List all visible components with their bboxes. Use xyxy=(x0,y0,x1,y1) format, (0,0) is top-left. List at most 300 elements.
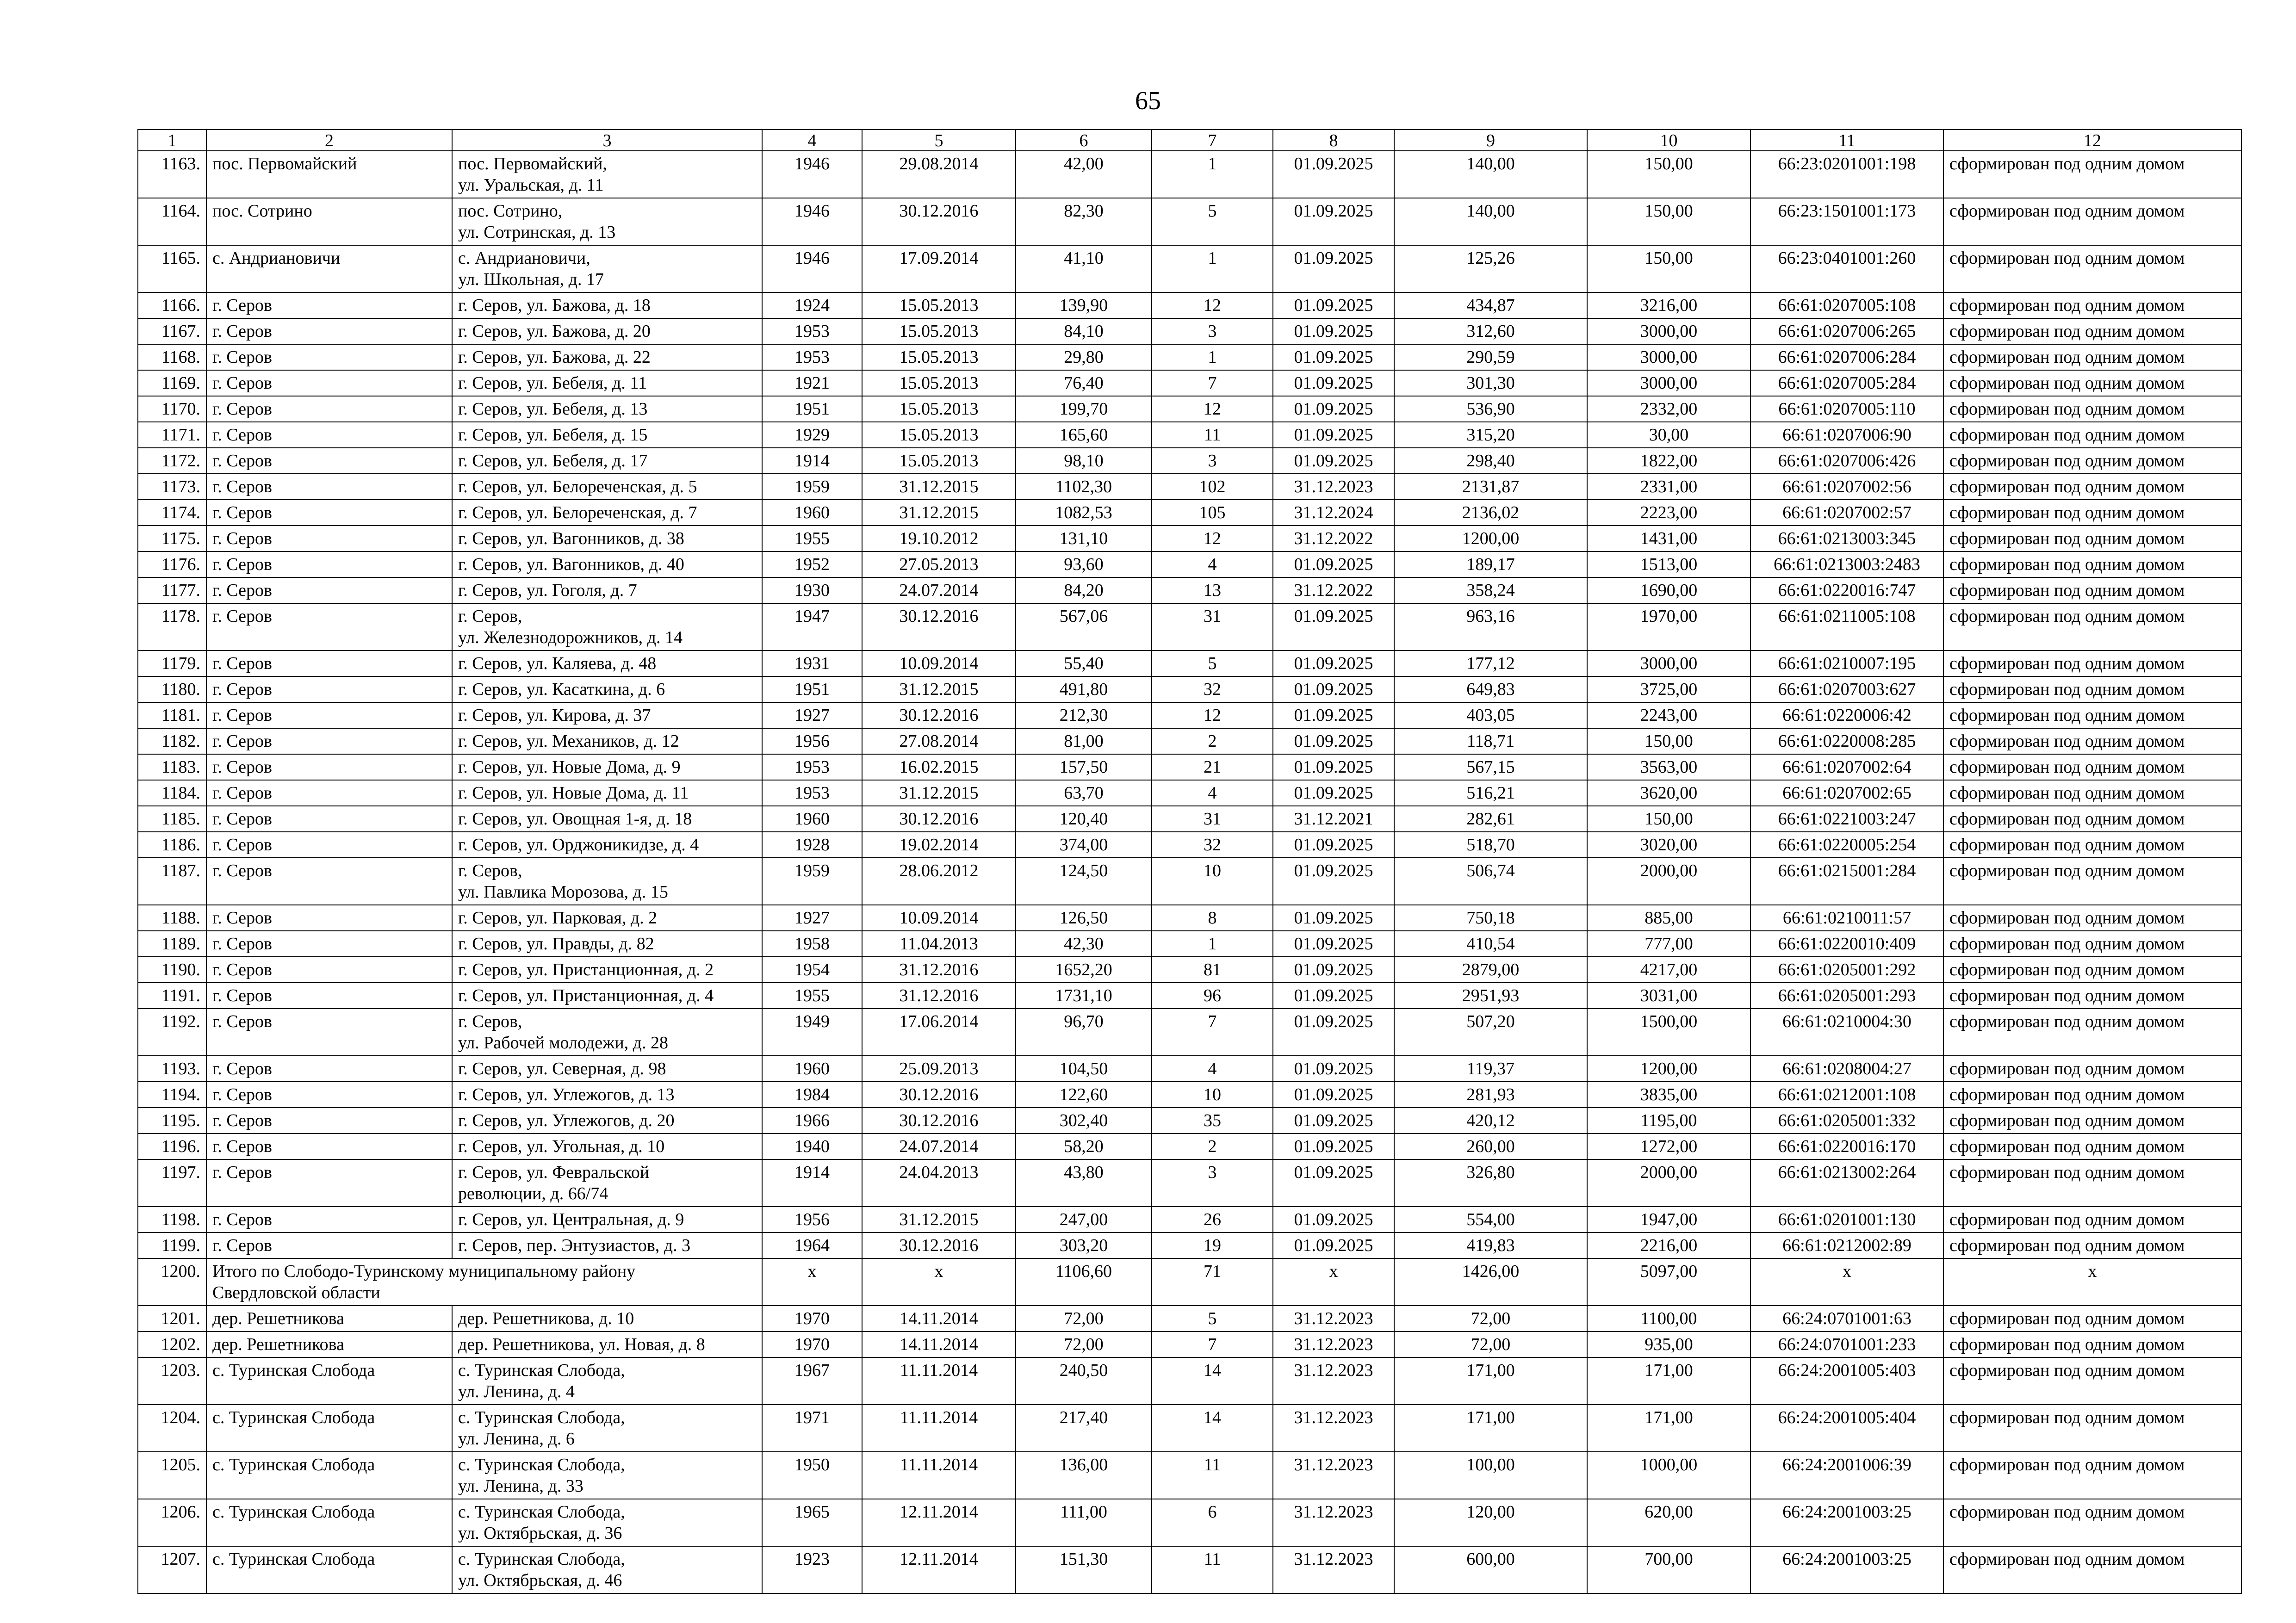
cell-value-a: 118,71 xyxy=(1394,728,1587,754)
cell-settlement: дер. Решетникова xyxy=(206,1332,452,1357)
cell-land-status: сформирован под одним домом xyxy=(1943,344,2241,370)
cell-deadline: 31.12.2023 xyxy=(1273,474,1394,500)
cell-survey-date: 30.12.2016 xyxy=(862,1082,1016,1108)
cell-area: 43,80 xyxy=(1016,1159,1152,1207)
cell-land-status: сформирован под одним домом xyxy=(1943,474,2241,500)
cell-area: 122,60 xyxy=(1016,1082,1152,1108)
cell-address: дер. Решетникова, ул. Новая, д. 8 xyxy=(452,1332,762,1357)
table-row xyxy=(138,983,2241,1009)
cell-settlement: с. Туринская Слобода xyxy=(206,1357,452,1405)
cell-settlement: г. Серов xyxy=(206,983,452,1009)
cell-area: 131,10 xyxy=(1016,526,1152,551)
cell-survey-date: 30.12.2016 xyxy=(862,1108,1016,1134)
cell-build-year: 1946 xyxy=(762,151,862,198)
cell-residents: 102 xyxy=(1152,474,1273,500)
cell-land-status: сформирован под одним домом xyxy=(1943,983,2241,1009)
cell-build-year: 1953 xyxy=(762,344,862,370)
cell-build-year: 1971 xyxy=(762,1405,862,1452)
cell-address: г. Серов, ул. Парковая, д. 2 xyxy=(452,905,762,931)
cell-residents: 1 xyxy=(1152,245,1273,292)
cell-value-b: 620,00 xyxy=(1587,1499,1750,1546)
cell-row-number: 1187. xyxy=(138,858,206,905)
cell-value-a: 567,15 xyxy=(1394,754,1587,780)
cell-value-a: 125,26 xyxy=(1394,245,1587,292)
cell-residents: 2 xyxy=(1152,728,1273,754)
cell-build-year: 1930 xyxy=(762,577,862,603)
cell-settlement: г. Серов xyxy=(206,344,452,370)
cell-residents: 31 xyxy=(1152,603,1273,650)
cell-value-a: 536,90 xyxy=(1394,396,1587,422)
cell-deadline: 01.09.2025 xyxy=(1273,422,1394,448)
cell-cadastral-number: 66:61:0213003:345 xyxy=(1750,526,1943,551)
cell-address: г. Серов, ул. Рабочей молодежи, д. 28 xyxy=(452,1009,762,1056)
cell-value-a: 301,30 xyxy=(1394,370,1587,396)
housing-registry-table xyxy=(137,129,2242,1594)
table-row xyxy=(138,151,2241,198)
cell-value-b: 150,00 xyxy=(1587,245,1750,292)
cell-value-a: 1426,00 xyxy=(1394,1258,1587,1306)
table-row xyxy=(138,526,2241,551)
cell-build-year: 1927 xyxy=(762,905,862,931)
cell-deadline: 31.12.2022 xyxy=(1273,526,1394,551)
cell-area: 41,10 xyxy=(1016,245,1152,292)
cell-settlement: г. Серов xyxy=(206,931,452,957)
cell-land-status: сформирован под одним домом xyxy=(1943,370,2241,396)
cell-build-year: 1931 xyxy=(762,650,862,676)
cell-settlement: г. Серов xyxy=(206,1108,452,1134)
cell-area: 374,00 xyxy=(1016,832,1152,858)
cell-area: 84,10 xyxy=(1016,318,1152,344)
cell-row-number: 1202. xyxy=(138,1332,206,1357)
cell-cadastral-number: 66:61:0210007:195 xyxy=(1750,650,1943,676)
cell-address: г. Серов, ул. Северная, д. 98 xyxy=(452,1056,762,1082)
cell-residents: 71 xyxy=(1152,1258,1273,1306)
cell-deadline: x xyxy=(1273,1258,1394,1306)
cell-cadastral-number: 66:61:0212001:108 xyxy=(1750,1082,1943,1108)
cell-land-status: сформирован под одним домом xyxy=(1943,1134,2241,1159)
cell-value-a: 420,12 xyxy=(1394,1108,1587,1134)
cell-value-b: 3563,00 xyxy=(1587,754,1750,780)
table-row xyxy=(138,728,2241,754)
cell-build-year: 1959 xyxy=(762,858,862,905)
cell-settlement: г. Серов xyxy=(206,448,452,474)
cell-row-number: 1190. xyxy=(138,957,206,983)
cell-build-year: 1951 xyxy=(762,676,862,702)
cell-value-b: 700,00 xyxy=(1587,1546,1750,1593)
cell-address: г. Серов, ул. Кирова, д. 37 xyxy=(452,702,762,728)
table-row xyxy=(138,551,2241,577)
cell-row-number: 1205. xyxy=(138,1452,206,1499)
cell-value-b: 150,00 xyxy=(1587,198,1750,245)
cell-deadline: 31.12.2022 xyxy=(1273,577,1394,603)
cell-deadline: 31.12.2023 xyxy=(1273,1306,1394,1332)
cell-value-a: 312,60 xyxy=(1394,318,1587,344)
cell-value-a: 171,00 xyxy=(1394,1357,1587,1405)
cell-row-number: 1192. xyxy=(138,1009,206,1056)
cell-settlement: г. Серов xyxy=(206,702,452,728)
cell-value-a: 516,21 xyxy=(1394,780,1587,806)
table-row xyxy=(138,422,2241,448)
cell-residents: 35 xyxy=(1152,1108,1273,1134)
cell-cadastral-number: 66:61:0207002:65 xyxy=(1750,780,1943,806)
column-header-8: 8 xyxy=(1273,130,1394,151)
cell-address: г. Серов, ул. Вагонников, д. 40 xyxy=(452,551,762,577)
cell-cadastral-number: 66:61:0207005:110 xyxy=(1750,396,1943,422)
cell-deadline: 01.09.2025 xyxy=(1273,780,1394,806)
cell-deadline: 01.09.2025 xyxy=(1273,754,1394,780)
cell-deadline: 01.09.2025 xyxy=(1273,1009,1394,1056)
cell-cadastral-number: 66:61:0207006:284 xyxy=(1750,344,1943,370)
cell-residents: 8 xyxy=(1152,905,1273,931)
cell-residents: 81 xyxy=(1152,957,1273,983)
cell-settlement: г. Серов xyxy=(206,650,452,676)
cell-address: г. Серов, ул. Овощная 1-я, д. 18 xyxy=(452,806,762,832)
cell-build-year: 1952 xyxy=(762,551,862,577)
cell-settlement: г. Серов xyxy=(206,1082,452,1108)
cell-settlement: пос. Сотрино xyxy=(206,198,452,245)
cell-deadline: 31.12.2024 xyxy=(1273,500,1394,526)
cell-value-a: 281,93 xyxy=(1394,1082,1587,1108)
cell-residents: 3 xyxy=(1152,318,1273,344)
cell-deadline: 01.09.2025 xyxy=(1273,1134,1394,1159)
cell-deadline: 01.09.2025 xyxy=(1273,292,1394,318)
cell-land-status: сформирован под одним домом xyxy=(1943,292,2241,318)
cell-survey-date: 15.05.2013 xyxy=(862,422,1016,448)
table-row xyxy=(138,1332,2241,1357)
cell-survey-date: 31.12.2015 xyxy=(862,500,1016,526)
cell-address: пос. Первомайский, ул. Уральская, д. 11 xyxy=(452,151,762,198)
cell-cadastral-number: 66:61:0207006:265 xyxy=(1750,318,1943,344)
cell-row-number: 1174. xyxy=(138,500,206,526)
cell-survey-date: 17.06.2014 xyxy=(862,1009,1016,1056)
table-row xyxy=(138,1056,2241,1082)
cell-residents: 105 xyxy=(1152,500,1273,526)
cell-survey-date: 11.04.2013 xyxy=(862,931,1016,957)
cell-value-b: 2332,00 xyxy=(1587,396,1750,422)
cell-row-number: 1166. xyxy=(138,292,206,318)
table-row xyxy=(138,474,2241,500)
cell-residents: 21 xyxy=(1152,754,1273,780)
cell-settlement: г. Серов xyxy=(206,396,452,422)
cell-build-year: 1964 xyxy=(762,1233,862,1258)
cell-land-status: сформирован под одним домом xyxy=(1943,728,2241,754)
cell-deadline: 31.12.2023 xyxy=(1273,1357,1394,1405)
page-number: 65 xyxy=(1135,87,1161,115)
cell-value-a: 434,87 xyxy=(1394,292,1587,318)
cell-deadline: 01.09.2025 xyxy=(1273,728,1394,754)
cell-deadline: 01.09.2025 xyxy=(1273,983,1394,1009)
cell-address: г. Серов, ул. Гоголя, д. 7 xyxy=(452,577,762,603)
cell-address: г. Серов, ул. Вагонников, д. 38 xyxy=(452,526,762,551)
cell-value-a: 419,83 xyxy=(1394,1233,1587,1258)
cell-address: с. Туринская Слобода, ул. Октябрьская, д. 46 xyxy=(452,1546,762,1593)
cell-build-year: 1924 xyxy=(762,292,862,318)
cell-address: г. Серов, ул. Пристанционная, д. 2 xyxy=(452,957,762,983)
cell-cadastral-number: 66:61:0201001:130 xyxy=(1750,1207,1943,1233)
cell-area: 29,80 xyxy=(1016,344,1152,370)
cell-cadastral-number: 66:61:0207006:90 xyxy=(1750,422,1943,448)
cell-row-number: 1164. xyxy=(138,198,206,245)
cell-cadastral-number: 66:24:2001005:403 xyxy=(1750,1357,1943,1405)
cell-build-year: 1955 xyxy=(762,526,862,551)
table-body xyxy=(138,151,2241,1593)
cell-address: г. Серов, ул. Новые Дома, д. 9 xyxy=(452,754,762,780)
cell-survey-date: 11.11.2014 xyxy=(862,1357,1016,1405)
cell-cadastral-number: 66:61:0220006:42 xyxy=(1750,702,1943,728)
cell-survey-date: 24.07.2014 xyxy=(862,1134,1016,1159)
cell-land-status: сформирован под одним домом xyxy=(1943,551,2241,577)
cell-subtotal-label: Итого по Слободо-Туринскому муниципальному району Свердловской области xyxy=(206,1258,762,1306)
cell-value-b: 3620,00 xyxy=(1587,780,1750,806)
cell-address: г. Серов, ул. Бебеля, д. 17 xyxy=(452,448,762,474)
cell-land-status: сформирован под одним домом xyxy=(1943,1499,2241,1546)
cell-land-status: сформирован под одним домом xyxy=(1943,957,2241,983)
cell-value-b: 2000,00 xyxy=(1587,1159,1750,1207)
cell-residents: 12 xyxy=(1152,702,1273,728)
cell-row-number: 1167. xyxy=(138,318,206,344)
cell-settlement: пос. Первомайский xyxy=(206,151,452,198)
cell-cadastral-number: 66:61:0213003:2483 xyxy=(1750,551,1943,577)
cell-address: г. Серов, ул. Правды, д. 82 xyxy=(452,931,762,957)
cell-value-a: 140,00 xyxy=(1394,151,1587,198)
cell-settlement: г. Серов xyxy=(206,905,452,931)
cell-survey-date: 30.12.2016 xyxy=(862,198,1016,245)
cell-survey-date: 19.10.2012 xyxy=(862,526,1016,551)
cell-survey-date: 31.12.2015 xyxy=(862,1207,1016,1233)
cell-cadastral-number: 66:61:0207002:56 xyxy=(1750,474,1943,500)
cell-build-year: 1955 xyxy=(762,983,862,1009)
cell-row-number: 1171. xyxy=(138,422,206,448)
cell-value-b: 3216,00 xyxy=(1587,292,1750,318)
cell-cadastral-number: 66:61:0207005:284 xyxy=(1750,370,1943,396)
cell-value-a: 2131,87 xyxy=(1394,474,1587,500)
cell-value-b: 885,00 xyxy=(1587,905,1750,931)
cell-deadline: 01.09.2025 xyxy=(1273,832,1394,858)
cell-survey-date: 15.05.2013 xyxy=(862,396,1016,422)
cell-value-b: 2243,00 xyxy=(1587,702,1750,728)
cell-land-status: сформирован под одним домом xyxy=(1943,1357,2241,1405)
cell-row-number: 1163. xyxy=(138,151,206,198)
cell-area: 82,30 xyxy=(1016,198,1152,245)
cell-row-number: 1179. xyxy=(138,650,206,676)
cell-residents: 10 xyxy=(1152,1082,1273,1108)
cell-area: 104,50 xyxy=(1016,1056,1152,1082)
cell-settlement: г. Серов xyxy=(206,728,452,754)
cell-area: 139,90 xyxy=(1016,292,1152,318)
cell-row-number: 1203. xyxy=(138,1357,206,1405)
table-row xyxy=(138,577,2241,603)
cell-settlement: г. Серов xyxy=(206,957,452,983)
table-row xyxy=(138,1499,2241,1546)
cell-land-status: сформирован под одним домом xyxy=(1943,422,2241,448)
cell-address: г. Серов, ул. Механиков, д. 12 xyxy=(452,728,762,754)
cell-survey-date: 31.12.2016 xyxy=(862,957,1016,983)
column-header-5: 5 xyxy=(862,130,1016,151)
column-header-12: 12 xyxy=(1943,130,2241,151)
cell-residents: 4 xyxy=(1152,780,1273,806)
cell-build-year: 1940 xyxy=(762,1134,862,1159)
cell-settlement: с. Туринская Слобода xyxy=(206,1405,452,1452)
table-row xyxy=(138,858,2241,905)
cell-survey-date: 30.12.2016 xyxy=(862,1233,1016,1258)
cell-value-b: 3000,00 xyxy=(1587,344,1750,370)
table-row xyxy=(138,292,2241,318)
cell-value-b: 3725,00 xyxy=(1587,676,1750,702)
cell-deadline: 01.09.2025 xyxy=(1273,1056,1394,1082)
cell-address: г. Серов, ул. Пристанционная, д. 4 xyxy=(452,983,762,1009)
cell-build-year: 1914 xyxy=(762,1159,862,1207)
cell-deadline: 01.09.2025 xyxy=(1273,702,1394,728)
cell-value-a: 507,20 xyxy=(1394,1009,1587,1056)
cell-area: 124,50 xyxy=(1016,858,1152,905)
cell-value-a: 410,54 xyxy=(1394,931,1587,957)
cell-value-a: 2951,93 xyxy=(1394,983,1587,1009)
cell-land-status: сформирован под одним домом xyxy=(1943,1306,2241,1332)
cell-residents: 5 xyxy=(1152,1306,1273,1332)
cell-settlement: с. Андриановичи xyxy=(206,245,452,292)
cell-residents: 3 xyxy=(1152,1159,1273,1207)
cell-residents: 14 xyxy=(1152,1357,1273,1405)
cell-value-b: 5097,00 xyxy=(1587,1258,1750,1306)
cell-survey-date: 24.04.2013 xyxy=(862,1159,1016,1207)
cell-land-status: сформирован под одним домом xyxy=(1943,754,2241,780)
cell-row-number: 1177. xyxy=(138,577,206,603)
cell-area: 63,70 xyxy=(1016,780,1152,806)
cell-residents: 7 xyxy=(1152,370,1273,396)
cell-deadline: 01.09.2025 xyxy=(1273,448,1394,474)
cell-cadastral-number: 66:23:1501001:173 xyxy=(1750,198,1943,245)
cell-value-a: 72,00 xyxy=(1394,1332,1587,1357)
cell-land-status: сформирован под одним домом xyxy=(1943,1082,2241,1108)
cell-build-year: 1954 xyxy=(762,957,862,983)
cell-survey-date: 12.11.2014 xyxy=(862,1546,1016,1593)
cell-area: 42,30 xyxy=(1016,931,1152,957)
cell-cadastral-number: 66:61:0220016:170 xyxy=(1750,1134,1943,1159)
cell-settlement: г. Серов xyxy=(206,318,452,344)
cell-area: 302,40 xyxy=(1016,1108,1152,1134)
cell-residents: 11 xyxy=(1152,1546,1273,1593)
cell-build-year: 1956 xyxy=(762,1207,862,1233)
cell-value-b: 3020,00 xyxy=(1587,832,1750,858)
cell-cadastral-number: 66:61:0220016:747 xyxy=(1750,577,1943,603)
cell-residents: 26 xyxy=(1152,1207,1273,1233)
cell-deadline: 01.09.2025 xyxy=(1273,931,1394,957)
cell-deadline: 01.09.2025 xyxy=(1273,957,1394,983)
cell-survey-date: 11.11.2014 xyxy=(862,1405,1016,1452)
cell-residents: 32 xyxy=(1152,832,1273,858)
column-header-2: 2 xyxy=(206,130,452,151)
column-number-row xyxy=(138,130,2241,151)
cell-value-a: 649,83 xyxy=(1394,676,1587,702)
cell-residents: 12 xyxy=(1152,396,1273,422)
cell-value-a: 600,00 xyxy=(1394,1546,1587,1593)
cell-address: г. Серов, ул. Каляева, д. 48 xyxy=(452,650,762,676)
cell-deadline: 01.09.2025 xyxy=(1273,1108,1394,1134)
cell-value-a: 171,00 xyxy=(1394,1405,1587,1452)
table-row xyxy=(138,650,2241,676)
cell-build-year: 1927 xyxy=(762,702,862,728)
cell-settlement: г. Серов xyxy=(206,577,452,603)
cell-residents: 5 xyxy=(1152,198,1273,245)
cell-value-b: 935,00 xyxy=(1587,1332,1750,1357)
cell-value-b: 1431,00 xyxy=(1587,526,1750,551)
cell-address: г. Серов, ул. Бебеля, д. 15 xyxy=(452,422,762,448)
cell-land-status: сформирован под одним домом xyxy=(1943,858,2241,905)
table-row xyxy=(138,603,2241,650)
cell-value-b: 1195,00 xyxy=(1587,1108,1750,1134)
cell-survey-date: 19.02.2014 xyxy=(862,832,1016,858)
cell-land-status: x xyxy=(1943,1258,2241,1306)
cell-row-number: 1168. xyxy=(138,344,206,370)
cell-survey-date: 30.12.2016 xyxy=(862,806,1016,832)
cell-deadline: 31.12.2023 xyxy=(1273,1546,1394,1593)
cell-row-number: 1178. xyxy=(138,603,206,650)
cell-value-a: 72,00 xyxy=(1394,1306,1587,1332)
cell-build-year: 1953 xyxy=(762,780,862,806)
cell-cadastral-number: 66:61:0205001:332 xyxy=(1750,1108,1943,1134)
cell-area: 126,50 xyxy=(1016,905,1152,931)
cell-land-status: сформирован под одним домом xyxy=(1943,1452,2241,1499)
column-header-9: 9 xyxy=(1394,130,1587,151)
cell-row-number: 1193. xyxy=(138,1056,206,1082)
cell-value-b: 171,00 xyxy=(1587,1405,1750,1452)
cell-cadastral-number: 66:61:0208004:27 xyxy=(1750,1056,1943,1082)
cell-area: 217,40 xyxy=(1016,1405,1152,1452)
cell-build-year: 1984 xyxy=(762,1082,862,1108)
table-row xyxy=(138,1009,2241,1056)
table-row xyxy=(138,931,2241,957)
cell-value-a: 120,00 xyxy=(1394,1499,1587,1546)
cell-build-year: 1970 xyxy=(762,1332,862,1357)
cell-land-status: сформирован под одним домом xyxy=(1943,1207,2241,1233)
cell-value-b: 1272,00 xyxy=(1587,1134,1750,1159)
cell-cadastral-number: 66:61:0221003:247 xyxy=(1750,806,1943,832)
cell-land-status: сформирован под одним домом xyxy=(1943,603,2241,650)
cell-land-status: сформирован под одним домом xyxy=(1943,198,2241,245)
cell-cadastral-number: 66:24:2001003:25 xyxy=(1750,1499,1943,1546)
cell-land-status: сформирован под одним домом xyxy=(1943,500,2241,526)
table-row xyxy=(138,1082,2241,1108)
cell-area: 93,60 xyxy=(1016,551,1152,577)
cell-cadastral-number: 66:23:0201001:198 xyxy=(1750,151,1943,198)
cell-row-number: 1207. xyxy=(138,1546,206,1593)
cell-settlement: г. Серов xyxy=(206,754,452,780)
cell-row-number: 1185. xyxy=(138,806,206,832)
cell-land-status: сформирован под одним домом xyxy=(1943,396,2241,422)
cell-settlement: с. Туринская Слобода xyxy=(206,1452,452,1499)
cell-land-status: сформирован под одним домом xyxy=(1943,318,2241,344)
cell-address: с. Туринская Слобода, ул. Ленина, д. 4 xyxy=(452,1357,762,1405)
cell-land-status: сформирован под одним домом xyxy=(1943,905,2241,931)
cell-land-status: сформирован под одним домом xyxy=(1943,577,2241,603)
cell-build-year: 1960 xyxy=(762,500,862,526)
cell-value-a: 140,00 xyxy=(1394,198,1587,245)
cell-land-status: сформирован под одним домом xyxy=(1943,1233,2241,1258)
cell-survey-date: 14.11.2014 xyxy=(862,1306,1016,1332)
cell-value-b: 150,00 xyxy=(1587,728,1750,754)
cell-value-a: 177,12 xyxy=(1394,650,1587,676)
cell-row-number: 1170. xyxy=(138,396,206,422)
cell-row-number: 1204. xyxy=(138,1405,206,1452)
cell-build-year: 1967 xyxy=(762,1357,862,1405)
cell-settlement: г. Серов xyxy=(206,603,452,650)
cell-residents: 12 xyxy=(1152,526,1273,551)
cell-survey-date: 15.05.2013 xyxy=(862,292,1016,318)
cell-address: г. Серов, ул. Углежогов, д. 13 xyxy=(452,1082,762,1108)
table-row xyxy=(138,1233,2241,1258)
cell-residents: 32 xyxy=(1152,676,1273,702)
cell-deadline: 01.09.2025 xyxy=(1273,1082,1394,1108)
